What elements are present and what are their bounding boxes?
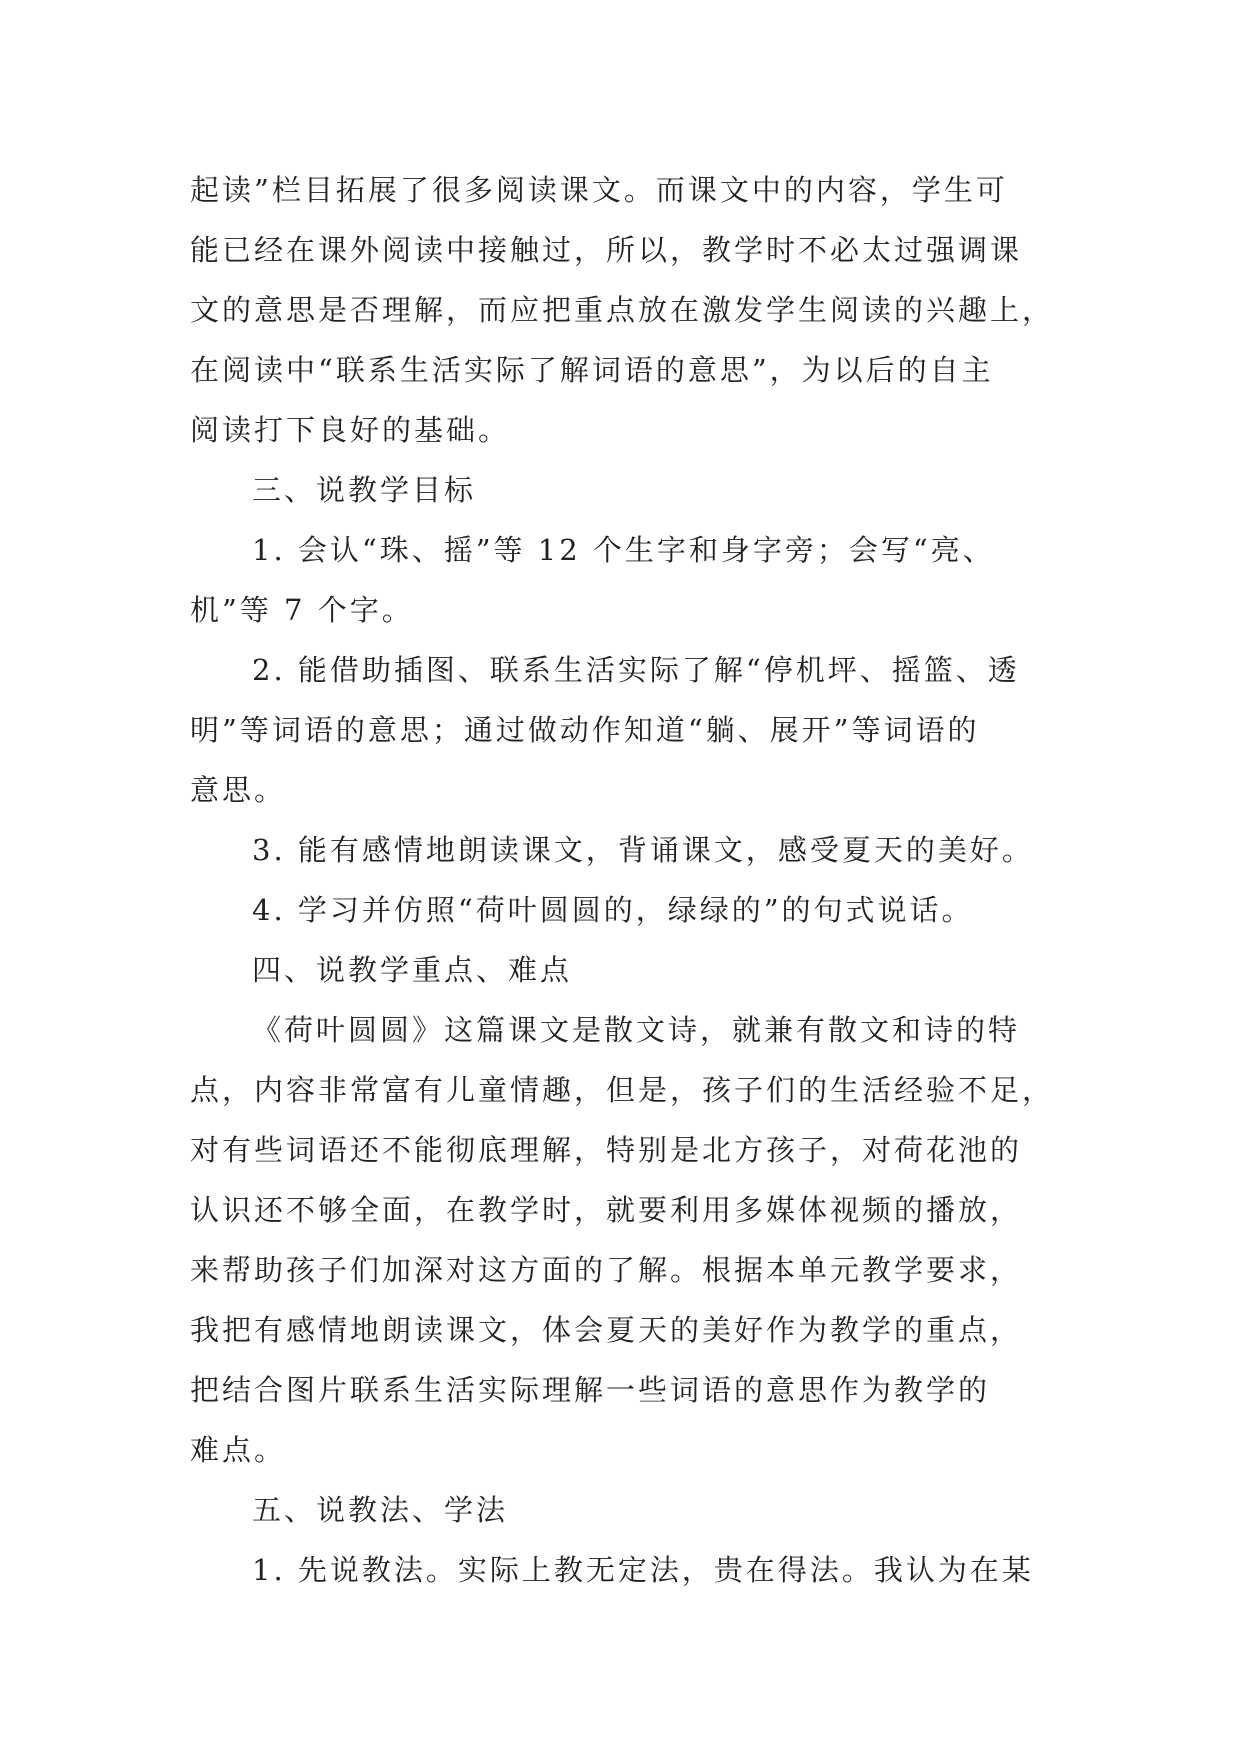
paragraph-line: 难点。 [190, 1433, 287, 1467]
section-heading: 四、说教学重点、难点 [252, 953, 573, 987]
list-item-line: 意思。 [190, 773, 287, 807]
list-item-line: 明”等词语的意思；通过做动作知道“躺、展开”等词语的 [190, 713, 980, 747]
paragraph-line: 对有些词语还不能彻底理解，特别是北方孩子，对荷花池的 [190, 1133, 1023, 1167]
document-body [190, 160, 1055, 1600]
list-item-line: 4. 学习并仿照“荷叶圆圆的，绿绿的”的句式说话。 [252, 893, 974, 927]
paragraph-line: 点，内容非常富有儿童情趣，但是，孩子们的生活经验不足， [190, 1073, 1055, 1107]
section-heading: 三、说教学目标 [252, 473, 477, 507]
paragraph-line: 我把有感情地朗读课文，体会夏天的美好作为教学的重点， [190, 1313, 1023, 1347]
paragraph-line: 把结合图片联系生活实际理解一些词语的意思作为教学的 [190, 1373, 991, 1407]
paragraph-line: 文的意思是否理解，而应把重点放在激发学生阅读的兴趣上， [190, 293, 1055, 327]
list-item-line: 1. 先说教法。实际上教无定法，贵在得法。我认为在某 [252, 1553, 1034, 1587]
paragraph-line: 在阅读中“联系生活实际了解词语的意思”，为以后的自主 [190, 353, 994, 387]
list-item-line: 1. 会认“珠、摇”等 12 个生字和身字旁；会写“亮、 [252, 533, 995, 567]
paragraph-line: 认识还不够全面，在教学时，就要利用多媒体视频的播放， [190, 1193, 1023, 1227]
paragraph-line: 《荷叶圆圆》这篇课文是散文诗，就兼有散文和诗的特 [252, 1013, 1021, 1047]
list-item-line: 2. 能借助插图、联系生活实际了解“停机坪、摇篮、透 [252, 653, 1020, 687]
paragraph-line: 来帮助孩子们加深对这方面的了解。根据本单元教学要求， [190, 1253, 1023, 1287]
list-item-line: 3. 能有感情地朗读课文，背诵课文，感受夏天的美好。 [252, 833, 1034, 867]
list-item-line: 机”等 7 个字。 [190, 593, 414, 627]
paragraph-line: 能已经在课外阅读中接触过，所以，教学时不必太过强调课 [190, 233, 1023, 267]
paragraph-line: 起读”栏目拓展了很多阅读课文。而课文中的内容，学生可 [190, 173, 1008, 207]
section-heading: 五、说教法、学法 [252, 1493, 509, 1527]
paragraph-line: 阅读打下良好的基础。 [190, 413, 511, 447]
